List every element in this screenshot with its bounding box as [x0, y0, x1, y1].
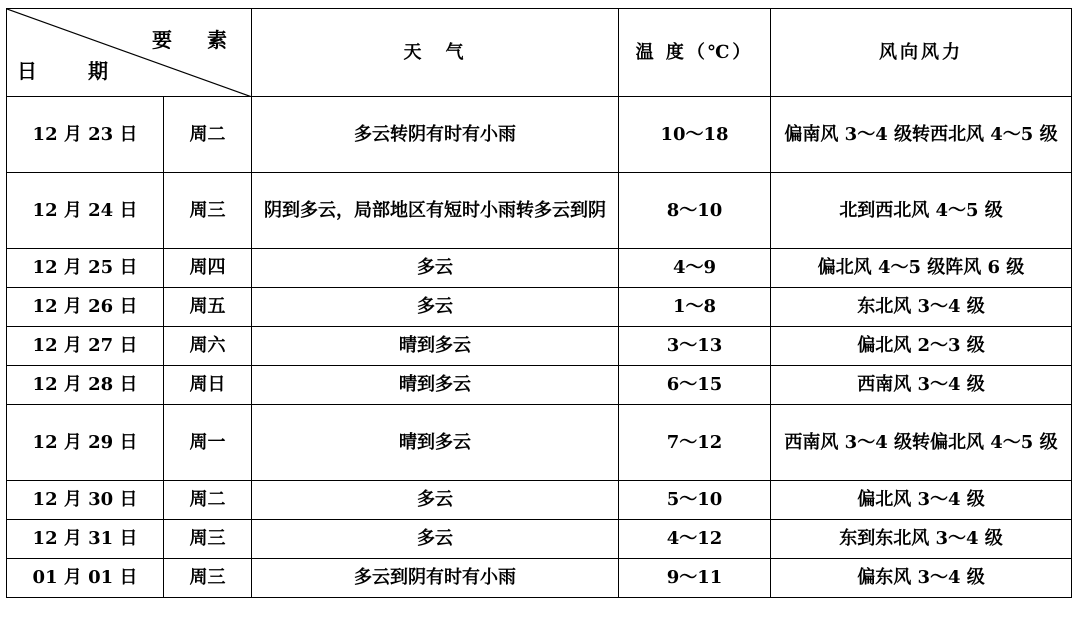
- forecast-table: [6, 8, 1072, 598]
- table-row: [7, 481, 1072, 520]
- temperature-cell: 7～12: [619, 405, 771, 481]
- date-header-label: 日 期: [17, 59, 130, 83]
- temperature-cell: 9～11: [619, 559, 771, 598]
- weekday-cell: 周二: [164, 481, 252, 520]
- temperature-cell: 10～18: [619, 97, 771, 173]
- temperature-cell: 3～13: [619, 327, 771, 366]
- date-cell: 12 月 23 日: [7, 97, 164, 173]
- table-row: [7, 249, 1072, 288]
- weather-cell: 阴到多云，局部地区有短时小雨转多云到阴: [252, 173, 619, 249]
- wind-cell: 偏东风 3～4 级: [771, 559, 1072, 598]
- wind-cell: 偏北风 4～5 级阵风 6 级: [771, 249, 1072, 288]
- table-row: [7, 405, 1072, 481]
- weekday-cell: 周五: [164, 288, 252, 327]
- weekday-cell: 周日: [164, 366, 252, 405]
- temperature-cell: 8～10: [619, 173, 771, 249]
- table-row: [7, 327, 1072, 366]
- weekday-cell: 周三: [164, 559, 252, 598]
- temperature-cell: 4～9: [619, 249, 771, 288]
- date-cell: 12 月 29 日: [7, 405, 164, 481]
- element-header-label: 要 素: [152, 28, 241, 52]
- weather-cell: 多云: [252, 249, 619, 288]
- date-cell: 12 月 24 日: [7, 173, 164, 249]
- wind-cell: 东到东北风 3～4 级: [771, 520, 1072, 559]
- weekday-cell: 周四: [164, 249, 252, 288]
- temperature-cell: 5～10: [619, 481, 771, 520]
- weather-cell: 晴到多云: [252, 405, 619, 481]
- temperature-cell: 4～12: [619, 520, 771, 559]
- weather-cell: 多云: [252, 288, 619, 327]
- date-cell: 12 月 26 日: [7, 288, 164, 327]
- weekday-cell: 周二: [164, 97, 252, 173]
- table-row: [7, 288, 1072, 327]
- wind-cell: 偏北风 3～4 级: [771, 481, 1072, 520]
- weather-cell: 多云: [252, 520, 619, 559]
- wind-cell: 西南风 3～4 级转偏北风 4～5 级: [771, 405, 1072, 481]
- date-cell: 12 月 30 日: [7, 481, 164, 520]
- wind-header: 风向风力: [771, 9, 1072, 97]
- wind-cell: 西南风 3～4 级: [771, 366, 1072, 405]
- wind-cell: 偏南风 3～4 级转西北风 4～5 级: [771, 97, 1072, 173]
- table-row: [7, 520, 1072, 559]
- weather-header: 天 气: [252, 9, 619, 97]
- weekday-cell: 周三: [164, 520, 252, 559]
- table-row: [7, 173, 1072, 249]
- weather-cell: 多云转阴有时有小雨: [252, 97, 619, 173]
- table-row: [7, 366, 1072, 405]
- wind-cell: 偏北风 2～3 级: [771, 327, 1072, 366]
- temperature-header: 温 度（℃）: [619, 9, 771, 97]
- date-cell: 12 月 28 日: [7, 366, 164, 405]
- weekday-cell: 周六: [164, 327, 252, 366]
- weather-cell: 多云到阴有时有小雨: [252, 559, 619, 598]
- date-cell: 12 月 27 日: [7, 327, 164, 366]
- header-row: [7, 9, 1072, 97]
- corner-header-cell: [7, 9, 252, 97]
- table-row: [7, 97, 1072, 173]
- temperature-cell: 1～8: [619, 288, 771, 327]
- date-cell: 12 月 31 日: [7, 520, 164, 559]
- weather-cell: 多云: [252, 481, 619, 520]
- wind-cell: 东北风 3～4 级: [771, 288, 1072, 327]
- table-row: [7, 559, 1072, 598]
- weather-cell: 晴到多云: [252, 366, 619, 405]
- temperature-cell: 6～15: [619, 366, 771, 405]
- weekday-cell: 周一: [164, 405, 252, 481]
- date-cell: 01 月 01 日: [7, 559, 164, 598]
- date-cell: 12 月 25 日: [7, 249, 164, 288]
- weekday-cell: 周三: [164, 173, 252, 249]
- wind-cell: 北到西北风 4～5 级: [771, 173, 1072, 249]
- weather-cell: 晴到多云: [252, 327, 619, 366]
